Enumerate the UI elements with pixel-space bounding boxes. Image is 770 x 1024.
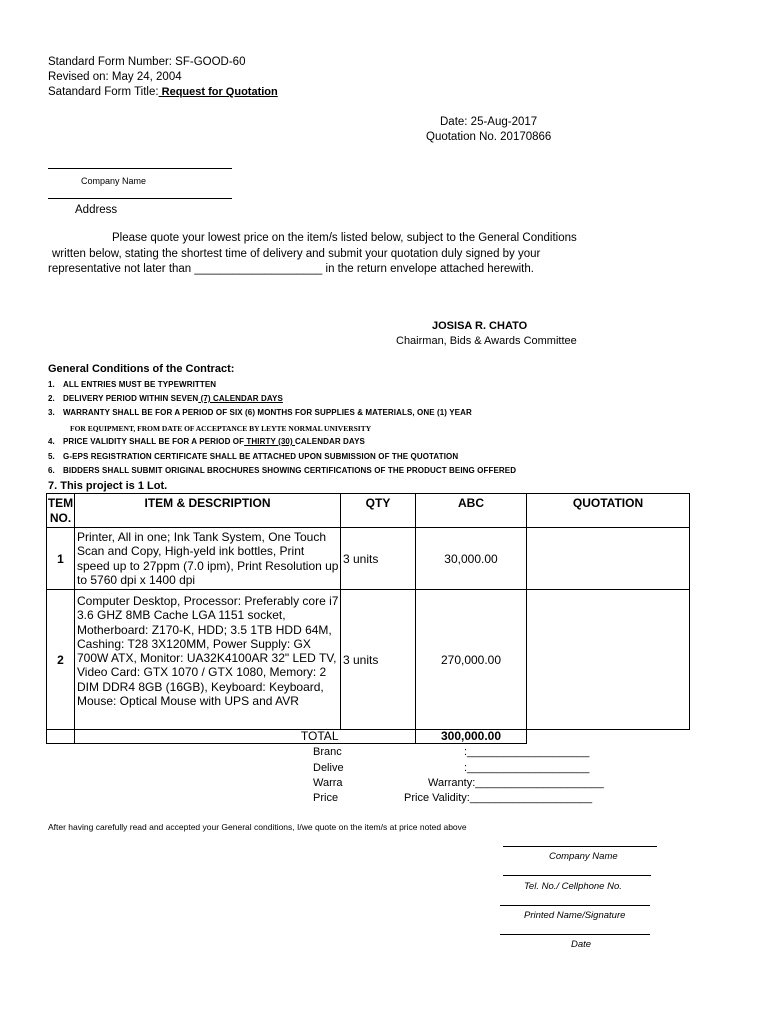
table-row <box>47 528 690 590</box>
condition-5: 5. G-EPS REGISTRATION CERTIFICATE SHALL BE ATTACHED UPON SUBMISSION OF THE QUOTATION <box>48 452 459 461</box>
col-item-no: TEM NO. <box>47 494 75 528</box>
brand-label: Branc <box>313 746 342 758</box>
col-description: ITEM & DESCRIPTION <box>75 494 341 528</box>
col-qty: QTY <box>341 494 416 528</box>
form-title-prefix: Satandard Form Title: <box>48 86 159 98</box>
acceptance-statement: After having carefully read and accepted your General conditions, I/we quote on the item/s at price noted above <box>48 822 467 832</box>
delivery-label: Delive <box>313 762 344 774</box>
intro-line-3 <box>48 262 534 277</box>
row-2-abc: 270,000.00 <box>416 590 527 730</box>
form-number: Standard Form Number: SF-GOOD-60 <box>48 56 246 68</box>
condition-2: 2. DELIVERY PERIOD WITHIN SEVEN (7) CALENDAR DAYS <box>48 394 283 403</box>
table-header-row <box>47 494 690 528</box>
company-name-line[interactable] <box>48 168 232 169</box>
intro-line-2: written below, stating the shortest time of delivery and submit your quotation duly signed by your <box>52 248 541 260</box>
table-row <box>47 590 690 730</box>
col-abc: ABC <box>416 494 527 528</box>
row-1-desc: Printer, All in one; Ink Tank System, One Touch Scan and Copy, High-yeld ink bottles, Print speed up to 27ppm (7.0 ipm), Print Resolution up to 5760 dpi x 1400 dpi <box>75 528 341 590</box>
date-sign-line[interactable] <box>500 934 650 935</box>
row-1-abc: 30,000.00 <box>416 528 527 590</box>
signatory-title: Chairman, Bids & Awards Committee <box>396 335 577 347</box>
condition-7: 7. This project is 1 Lot. <box>48 480 168 492</box>
price-validity-field[interactable]: Price Validity:____________________ <box>404 792 593 804</box>
intro-line-3-b: in the return envelope attached herewith. <box>325 263 534 275</box>
sig-tel: Tel. No./ Cellphone No. <box>524 881 622 892</box>
total-value: 300,000.00 <box>416 730 527 744</box>
delivery-field[interactable]: :____________________ <box>464 762 590 774</box>
row-2-quotation[interactable] <box>527 590 690 730</box>
items-table <box>46 493 690 744</box>
sig-company-name: Company Name <box>549 851 618 862</box>
price-label: Price <box>313 792 339 804</box>
tel-sign-line[interactable] <box>503 875 651 876</box>
sig-printed-name: Printed Name/Signature <box>524 910 626 921</box>
row-2-qty: 3 units <box>341 590 416 730</box>
brand-field[interactable]: :____________________ <box>464 746 590 758</box>
deadline-blank[interactable]: ____________________ <box>194 263 323 275</box>
row-1-no: 1 <box>47 528 75 590</box>
conditions-heading: General Conditions of the Contract: <box>48 363 235 375</box>
total-row <box>47 730 690 744</box>
signatory-name: JOSISA R. CHATO <box>432 320 528 332</box>
form-title-line <box>48 85 278 100</box>
printed-name-sign-line[interactable] <box>500 905 650 906</box>
company-name-label: Company Name <box>81 176 147 186</box>
sig-date: Date <box>571 939 592 950</box>
quotation-number: Quotation No. 20170866 <box>426 131 552 143</box>
warranty-field[interactable]: Warranty:_____________________ <box>428 777 604 789</box>
date: Date: 25-Aug-2017 <box>440 116 538 128</box>
revised-date: Revised on: May 24, 2004 <box>48 71 182 83</box>
total-label: TOTAL <box>75 730 341 744</box>
condition-3-note: FOR EQUIPMENT, FROM DATE OF ACCEPTANCE BY LEYTE NORMAL UNIVERSITY <box>70 424 372 433</box>
intro-line-3-a: representative not later than <box>48 263 192 275</box>
condition-6: 6. BIDDERS SHALL SUBMIT ORIGINAL BROCHURES SHOWING CERTIFICATIONS OF THE PRODUCT BEING OFFERED <box>48 466 517 475</box>
condition-1: 1. ALL ENTRIES MUST BE TYPEWRITTEN <box>48 380 217 389</box>
address-line[interactable] <box>48 198 232 199</box>
warranty-label: Warra <box>313 777 343 789</box>
company-name-sign-line[interactable] <box>503 846 657 847</box>
intro-line-1: Please quote your lowest price on the item/s listed below, subject to the General Conditions <box>112 232 577 244</box>
address-label: Address <box>75 204 118 216</box>
row-2-desc: Computer Desktop, Processor: Preferably core i7 3.6 GHZ 8MB Cache LGA 1151 socket, Motherboard: Z170-K, HDD; 3.5 1TB HDD 64M, Cashing: T28 3X120MM, Power Supply: GX 700W ATX, Monitor: UA32K4100AR 32" LED TV, Video Card: GTX 1070 / GTX 1080, Memory: 2 DIM DDR4 8GB (16GB), Keyboard: Keyboard, Mouse: Optical Mouse with UPS and AVR <box>75 590 341 730</box>
col-quotation: QUOTATION <box>527 494 690 528</box>
form-title: Request for Quotation <box>158 86 278 98</box>
row-1-quotation[interactable] <box>527 528 690 590</box>
row-2-no: 2 <box>47 590 75 730</box>
condition-4: 4. PRICE VALIDITY SHALL BE FOR A PERIOD OF THIRTY (30) CALENDAR DAYS <box>48 437 365 446</box>
row-1-qty: 3 units <box>341 528 416 590</box>
condition-3: 3. WARRANTY SHALL BE FOR A PERIOD OF SIX (6) MONTHS FOR SUPPLIES & MATERIALS, ONE (1) YEAR <box>48 408 472 417</box>
